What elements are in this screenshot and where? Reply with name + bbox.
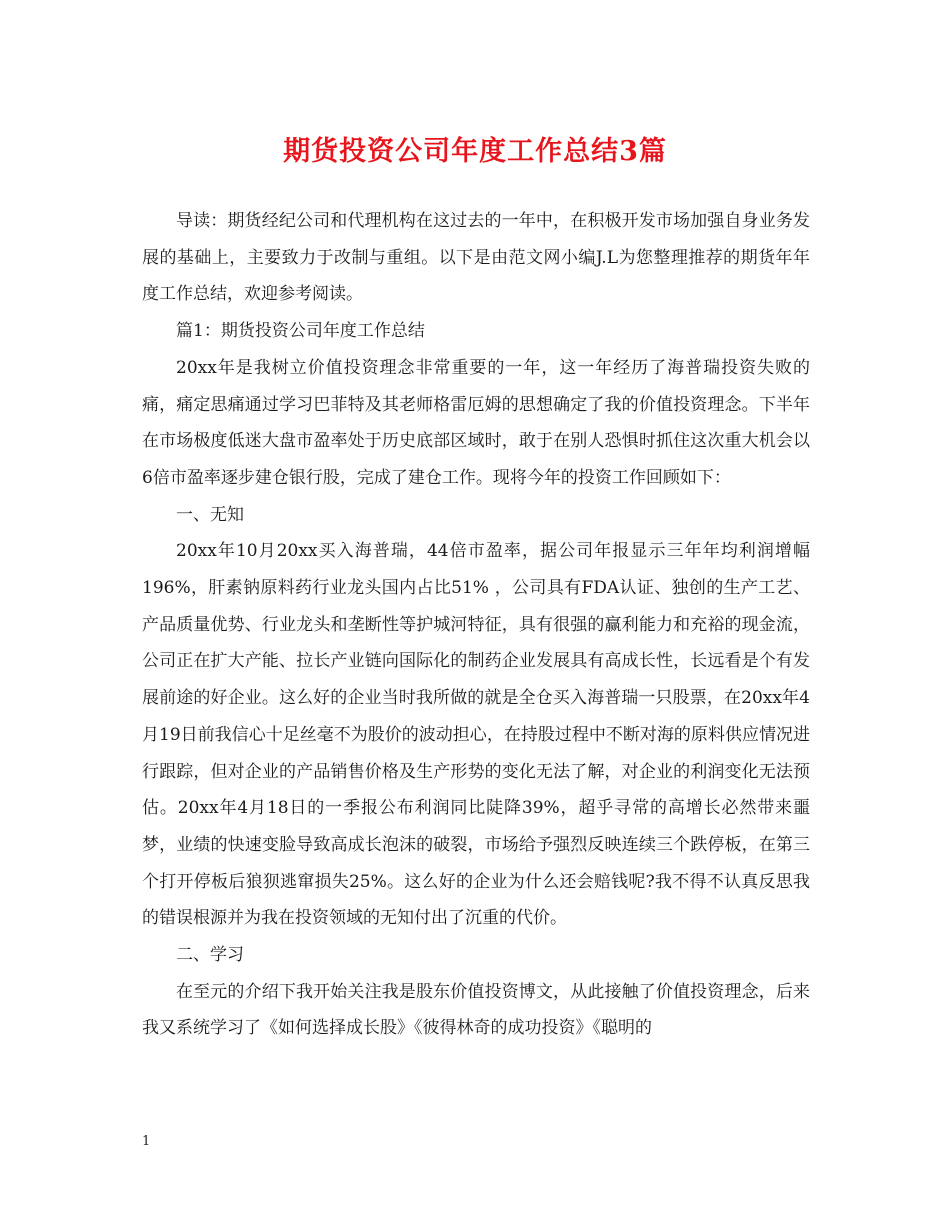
- section-heading-part1: 篇1：期货投资公司年度工作总结: [176, 321, 425, 342]
- paragraph: 20xx年是我树立价值投资理念非常重要的一年，这一年经历了海普瑞投资失败的痛，痛定思痛通过学习巴菲特及其老师格雷厄姆的思想确定了我的价值投资理念。下半年在市场极度低迷大盘市盈率处于历史底部区域时，敢于在别人恐惧时抓住这次重大机会以6倍市盈率逐步建仓银行股，完成了建仓工作。现将今年的投资工作回顾如下：: [142, 357, 810, 488]
- paragraph: 在至元的介绍下我开始关注我是股东价值投资博文，从此接触了价值投资理念，后来我又系统学习了《如何选择成长股》《彼得林奇的成功投资》《聪明的: [142, 981, 810, 1039]
- document-body: [142, 203, 810, 1047]
- section-heading-ignorance: 一、无知: [176, 504, 244, 525]
- page-number: 1: [142, 1134, 151, 1149]
- document-title: 期货投资公司年度工作总结3篇: [283, 136, 667, 167]
- paragraph-intro: 导读：期货经纪公司和代理机构在这过去的一年中，在积极开发市场加强自身业务发展的基础上，主要致力于改制与重组。以下是由范文网小编J.L为您整理推荐的期货年年度工作总结，欢迎参考阅读。: [142, 211, 810, 305]
- section-heading-learning: 二、学习: [176, 945, 244, 966]
- paragraph: 20xx年10月20xx买入海普瑞，44倍市盈率，据公司年报显示三年年均利润增幅196%，肝素钠原料药行业龙头国内占比51% ，公司具有FDA认证、独创的生产工艺、产品质量优势、行业龙头和垄断性等护城河特征，具有很强的赢利能力和充裕的现金流，公司正在扩大产能、拉长产业链向国际化的制药企业发展具有高成长性，长远看是个有发展前途的好企业。这么好的企业当时我所做的就是全仓买入海普瑞一只股票，在20xx年4月19日前我信心十足丝毫不为股价的波动担心，在持股过程中不断对海的原料供应情况进行跟踪，但对企业的产品销售价格及生产形势的变化无法了解，对企业的利润变化无法预估。20xx年4月18日的一季报公布利润同比陡降39%，超乎寻常的高增长必然带来噩梦，业绩的快速变脸导致高成长泡沫的破裂，市场给予强烈反映连续三个跌停板，在第三个打开停板后狼狈逃窜损失25%。这么好的企业为什么还会赔钱呢?我不得不认真反思我的错误根源并为我在投资领域的无知付出了沉重的代价。: [142, 541, 810, 929]
